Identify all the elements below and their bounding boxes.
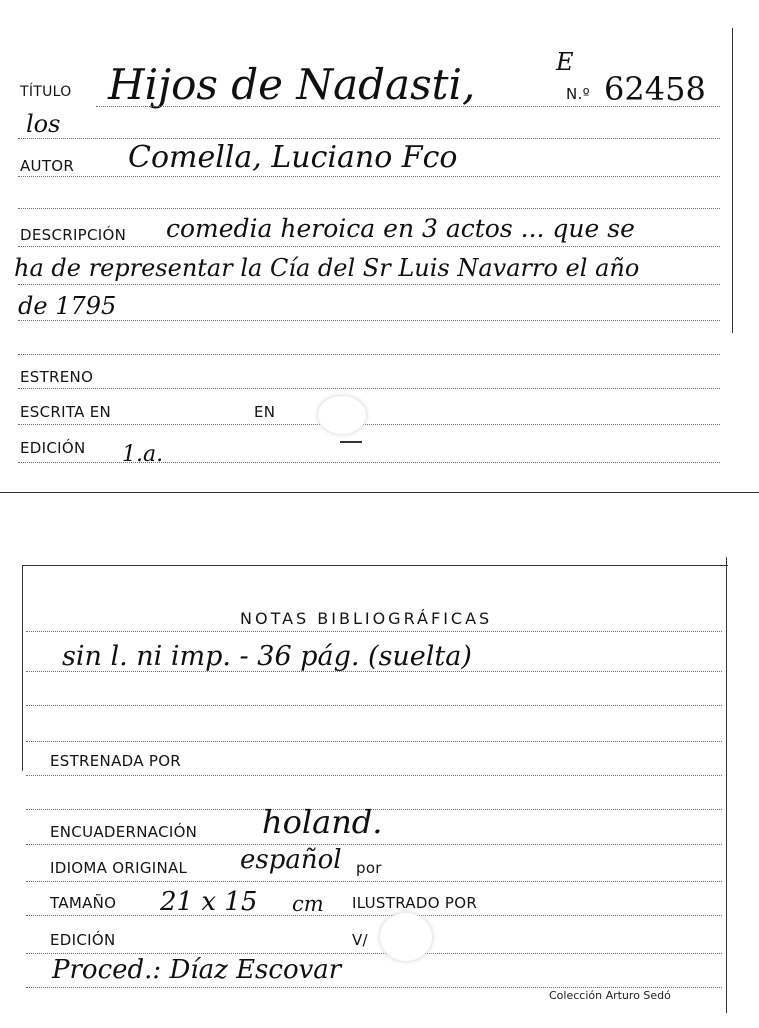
titulo-label: TÍTULO (20, 84, 72, 100)
notas-rule-2 (26, 705, 722, 706)
edicion-label-2: EDICIÓN (50, 931, 116, 949)
notas-rule (26, 671, 722, 672)
number-value: 62458 (604, 70, 706, 108)
titulo-value: Hijos de Nadasti, (108, 60, 476, 109)
descripcion-line-1: comedia heroica en 3 actos ... que se (166, 214, 635, 243)
tamano-unit: cm (292, 892, 324, 916)
descripcion-line-1-rule (18, 246, 720, 247)
escrita-en-label: ESCRITA EN (20, 403, 112, 421)
titulo-line-2 (18, 138, 720, 139)
top-card (0, 0, 759, 495)
en-label: EN (254, 403, 276, 421)
tamano-line (26, 915, 722, 916)
card-right-edge (732, 28, 733, 333)
number-prefix: E (556, 48, 574, 76)
notas-value: sin l. ni imp. - 36 pág. (suelta) (62, 641, 472, 672)
encuadernacion-label: ENCUADERNACIÓN (50, 823, 198, 841)
card-separator (0, 492, 759, 493)
heading-rule (26, 631, 722, 632)
proced-line (26, 987, 722, 988)
idioma-label: IDIOMA ORIGINAL (50, 859, 188, 877)
blank-line-1 (18, 208, 720, 209)
estrenada-por-label: ESTRENADA POR (50, 752, 182, 770)
edicion-v-label: V/ (352, 931, 368, 949)
notas-rule-3 (26, 741, 722, 742)
notas-heading: NOTAS BIBLIOGRÁFICAS (240, 609, 493, 628)
proced-value: Proced.: Díaz Escovar (52, 955, 342, 985)
paper-mark-2 (380, 913, 432, 961)
edicion-value: 1.a. (122, 442, 164, 467)
titulo-line (96, 106, 720, 107)
tamano-label: TAMAÑO (50, 894, 117, 912)
blank-line-2 (18, 354, 720, 355)
descripcion-line-3-rule (18, 320, 720, 321)
encuadernacion-value: holand. (262, 803, 383, 841)
por-label: por (356, 859, 382, 877)
bottom-card-top-edge (22, 565, 728, 566)
number-label: N.º (566, 85, 590, 103)
idioma-value: español (240, 845, 342, 875)
descripcion-line-2: ha de representar la Cía del Sr Luis Navarro el año (14, 254, 640, 282)
descripcion-line-3: de 1795 (18, 292, 117, 320)
bottom-card (0, 495, 759, 1028)
encuadernacion-line (26, 844, 722, 845)
collection-footer: Colección Arturo Sedó (549, 989, 671, 1002)
ilustrado-por-label: ILUSTRADO POR (352, 894, 478, 912)
descripcion-line-2-rule (18, 284, 720, 285)
ink-stroke (340, 441, 362, 443)
estreno-label: ESTRENO (20, 368, 94, 386)
estrenada-por-line (26, 775, 722, 776)
edicion-line-2 (26, 953, 722, 954)
edicion-label: EDICIÓN (20, 439, 86, 457)
autor-label: AUTOR (20, 157, 75, 175)
paper-mark (318, 396, 366, 434)
escrita-en-line (18, 424, 720, 425)
edicion-line (18, 462, 720, 463)
descripcion-label: DESCRIPCIÓN (20, 226, 127, 244)
estreno-line (18, 388, 720, 389)
bottom-card-right-edge (726, 557, 727, 1013)
tamano-value: 21 x 15 (160, 887, 258, 917)
bottom-card-left-edge (22, 565, 23, 771)
titulo-continuation: los (26, 110, 61, 138)
autor-value: Comella, Luciano Fco (128, 140, 458, 175)
autor-line (18, 176, 720, 177)
idioma-line (26, 881, 722, 882)
